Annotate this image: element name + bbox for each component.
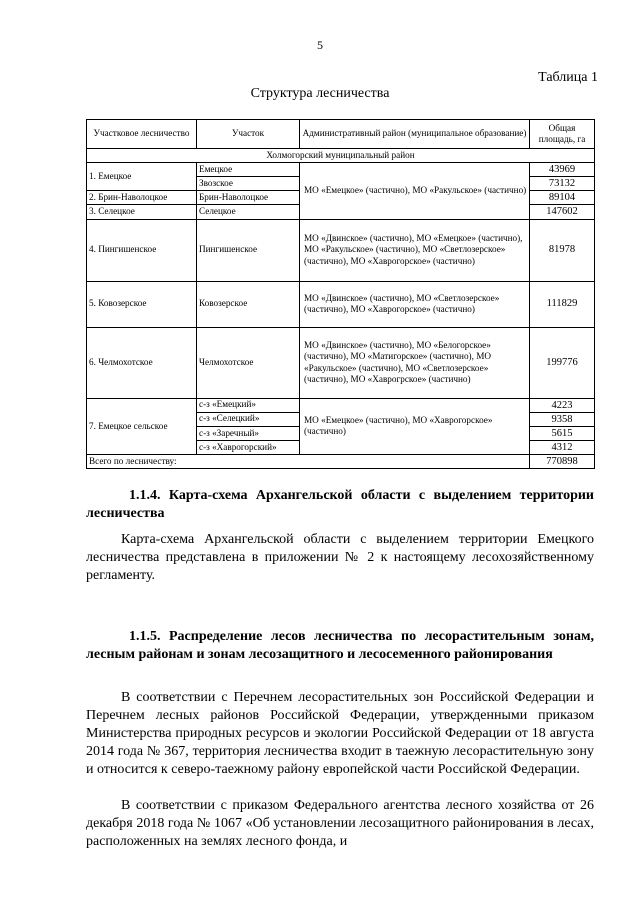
- value-cell: 199776: [530, 327, 595, 398]
- value-cell: 73132: [530, 177, 595, 191]
- forestry-cell: 3. Селецкое: [87, 205, 197, 219]
- value-cell: 111829: [530, 281, 595, 327]
- header-total-area: Общая площадь, га: [530, 120, 595, 149]
- table-label: Таблица 1: [538, 70, 598, 85]
- total-value: 770898: [530, 455, 595, 469]
- admin-cell: МО «Двинское» (частично), МО «Емецкое» (частично), МО «Ракульское» (частично), МО «Светлозерское» (частично), МО «Хаврогорское» (частично): [300, 219, 530, 281]
- area-cell: с-з «Емецкий»: [197, 398, 300, 412]
- value-cell: 43969: [530, 163, 595, 177]
- area-cell: с-з «Селецкий»: [197, 412, 300, 426]
- section-1-1-5-paragraph-1: В соответствии с Перечнем лесорастительных зон Российской Федерации и Перечнем лесных районов Российской Федерации, утвержденными приказом Министерства природных ресурсов и экологии Российской Федерации от 18 августа 2014 года № 367, территория лесничества входит в таежную лесорастительную зону и относится к северо-таежному району европейской части Российской Федерации.: [86, 690, 594, 777]
- table-header-row: [87, 120, 595, 149]
- forestry-cell: 7. Емецкое сельское: [87, 398, 197, 455]
- value-cell: 4223: [530, 398, 595, 412]
- area-cell: Челмохотское: [197, 327, 300, 398]
- area-cell: Звозское: [197, 177, 300, 191]
- header-forestry: Участковое лесничество: [87, 120, 197, 149]
- area-cell: Пингишенское: [197, 219, 300, 281]
- table-group-row: [87, 149, 595, 163]
- admin-cell: МО «Двинское» (частично), МО «Светлозерское» (частично), МО «Хаврогорское» (частично): [300, 281, 530, 327]
- header-admin-district: Административный район (муниципальное образование): [300, 120, 530, 149]
- header-area: Участок: [197, 120, 300, 149]
- table-row: [87, 327, 595, 398]
- table-row: [87, 281, 595, 327]
- value-cell: 81978: [530, 219, 595, 281]
- area-cell: Брин-Наволоцкое: [197, 191, 300, 205]
- table-row: [87, 398, 595, 412]
- admin-cell: МО «Двинское» (частично), МО «Белогорское» (частично), МО «Матигорское» (частично), МО «Ракульское» (частично), МО «Светлозерское» (частично), МО «Хаврогрское» (частично): [300, 327, 530, 398]
- area-cell: Ковозерское: [197, 281, 300, 327]
- admin-cell: МО «Емецкое» (частично), МО «Хаврогорское» (частично): [300, 398, 530, 455]
- table-row: [87, 163, 595, 177]
- section-1-1-4-paragraph: Карта-схема Архангельской области с выделением территории Емецкого лесничества представлена в приложении № 2 к настоящему лесохозяйственному регламенту.: [86, 532, 594, 583]
- page-number: 5: [317, 38, 323, 52]
- forestry-cell: 1. Емецкое: [87, 163, 197, 191]
- value-cell: 5615: [530, 426, 595, 440]
- forestry-cell: 6. Челмохотское: [87, 327, 197, 398]
- admin-cell: МО «Емецкое» (частично), МО «Ракульское» (частично): [300, 163, 530, 220]
- section-1-1-5-heading: 1.1.5. Распределение лесов лесничества по лесорастительным зонам, лесным районам и зонам лесозащитного и лесосеменного районирования: [86, 629, 594, 662]
- table-title: Структура лесничества: [250, 86, 390, 101]
- area-cell: с-з «Заречный»: [197, 426, 300, 440]
- total-label: Всего по лесничеству:: [87, 455, 530, 469]
- table-row: [87, 219, 595, 281]
- section-1-1-4-heading: 1.1.4. Карта-схема Архангельской области с выделением территории лесничества: [86, 488, 594, 521]
- value-cell: 9358: [530, 412, 595, 426]
- section-1-1-5-paragraph-2: В соответствии с приказом Федерального агентства лесного хозяйства от 26 декабря 2018 года № 1067 «Об установлении лесозащитного районирования в лесах, расположенных на землях лесного фонда, и: [86, 798, 594, 849]
- group-municipal-district: Холмогорский муниципальный район: [87, 149, 595, 163]
- forestry-cell: 4. Пингишенское: [87, 219, 197, 281]
- value-cell: 89104: [530, 191, 595, 205]
- area-cell: с-з «Хаврогорский»: [197, 440, 300, 454]
- table-total-row: [87, 455, 595, 469]
- forestry-cell: 5. Ковозерское: [87, 281, 197, 327]
- area-cell: Селецкое: [197, 205, 300, 219]
- forestry-structure-table: [86, 119, 595, 469]
- area-cell: Емецкое: [197, 163, 300, 177]
- value-cell: 147602: [530, 205, 595, 219]
- forestry-cell: 2. Брин-Наволоцкое: [87, 191, 197, 205]
- value-cell: 4312: [530, 440, 595, 454]
